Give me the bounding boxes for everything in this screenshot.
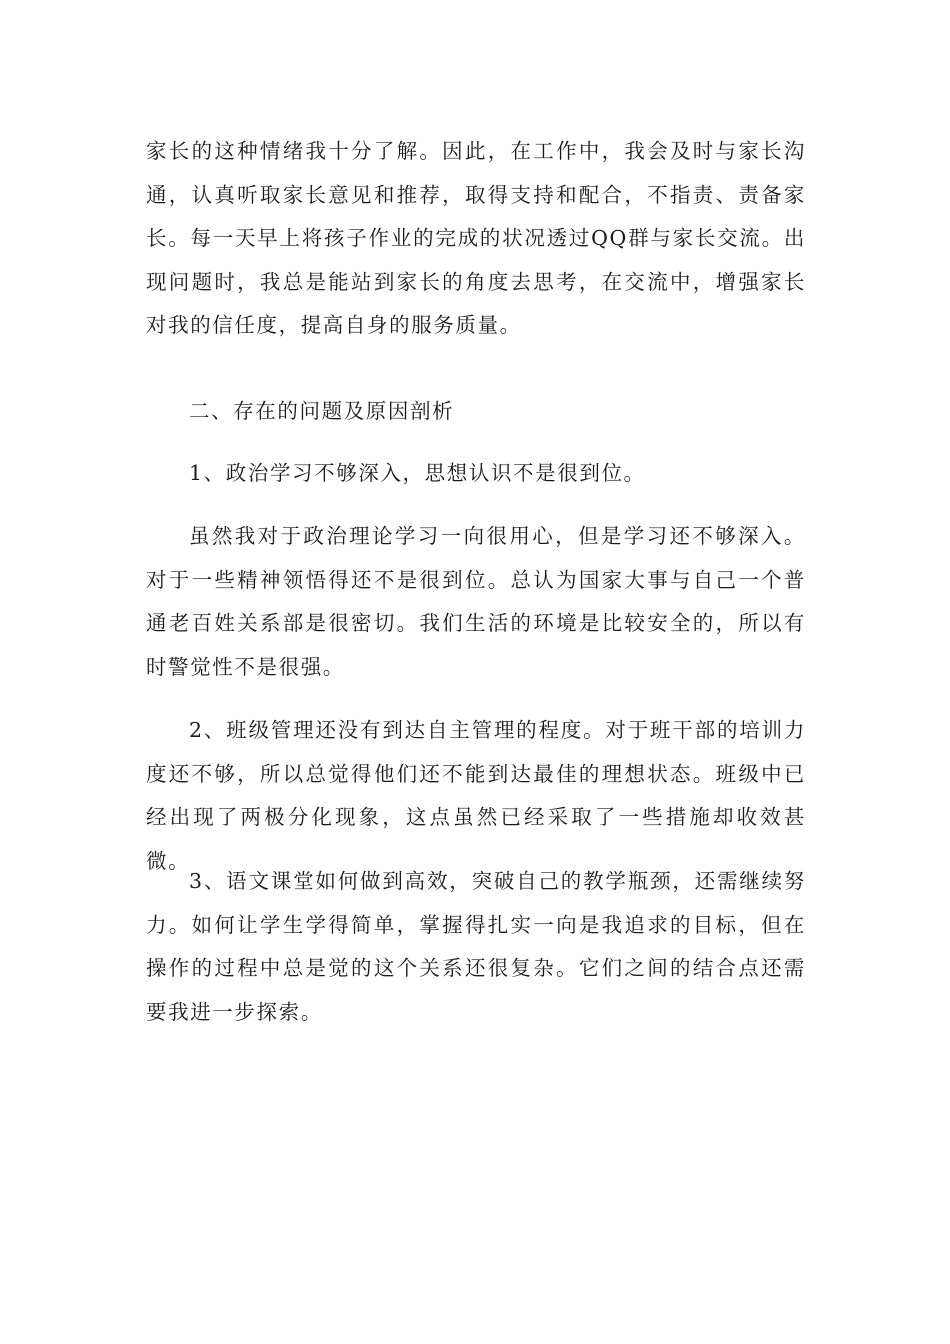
paragraph-parent-communication: 家长的这种情绪我十分了解。因此，在工作中，我会及时与家长沟通，认真听取家长意见和推荐，取得支持和配合，不指责、责备家长。每一天早上将孩子作业的完成的状况透过QQ群与家长交流。出现问题时，我总是能站到家长的角度去思考，在交流中，增强家长对我的信任度，提高自身的服务质量。	[146, 139, 806, 338]
list-item-class-management: 2、班级管理还没有到达自主管理的程度。对于班干部的培训力度还不够，所以总觉得他们还不能到达最佳的理想状态。班级中已经出现了两极分化现象，这点虽然已经采取了一些措施却收效甚微。	[146, 718, 806, 873]
list-item-political-study: 1、政治学习不够深入，思想认识不是很到位。	[189, 461, 646, 485]
list-item-chinese-classroom: 3、语文课堂如何做到高效，突破自己的教学瓶颈，还需继续努力。如何让学生学得简单，掌握得扎实一向是我追求的目标，但在操作的过程中总是觉的这个关系还很复杂。它们之间的结合点还需要我进一步探索。	[146, 869, 806, 1024]
section-heading-problems: 二、存在的问题及原因剖析	[189, 399, 455, 423]
paragraph-political-study-detail: 虽然我对于政治理论学习一向很用心，但是学习还不够深入。对于一些精神领悟得还不是很到位。总认为国家大事与自己一个普通老百姓关系部是很密切。我们生活的环境是比较安全的，所以有时警觉性不是很强。	[146, 524, 806, 679]
